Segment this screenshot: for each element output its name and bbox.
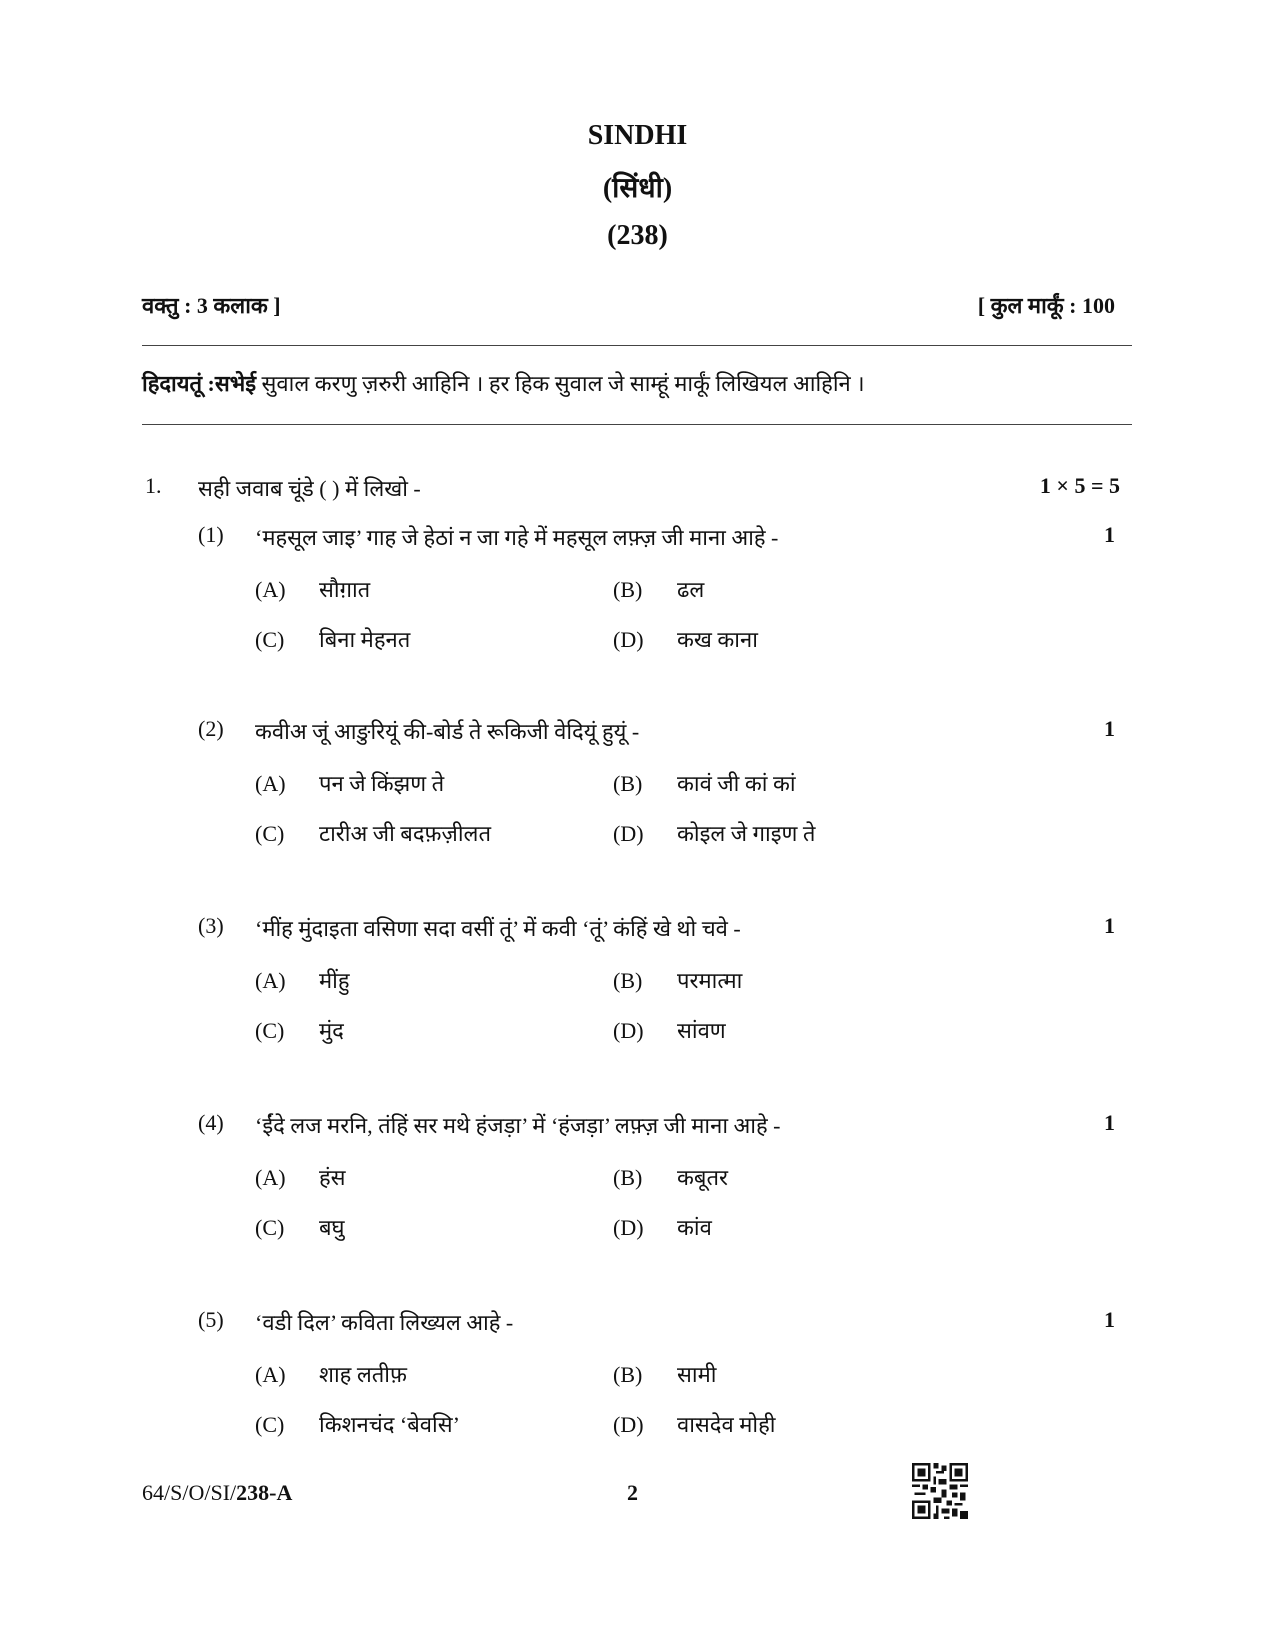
footer-code-suffix: 238-A xyxy=(236,1480,293,1505)
subquestion-text: ‘वडी दिल’ कविता लिख्यल आहे - xyxy=(255,1310,514,1335)
option-label: (D) xyxy=(613,1215,644,1240)
option-b xyxy=(613,1162,728,1192)
subquestion-number: (5) xyxy=(198,1307,224,1332)
option-label: (D) xyxy=(613,1018,644,1043)
subquestion-text: ‘महसूल जाइ’ गाह जे हेठां न जा गहे में महसूल लफ़्ज़ जी माना आहे - xyxy=(255,525,779,550)
option-text: ढल xyxy=(677,577,705,602)
option-c xyxy=(255,1409,460,1439)
option-text: पन जे किंझण ते xyxy=(319,771,445,796)
option-b xyxy=(613,1359,716,1389)
option-text: हंस xyxy=(319,1165,346,1190)
option-a xyxy=(255,965,350,995)
option-b xyxy=(613,574,704,604)
total-marks: [ कुल मार्कूं : 100 xyxy=(977,293,1115,318)
instructions-label: हिदायतूं : xyxy=(142,371,215,396)
option-b xyxy=(613,768,796,798)
paper-title: SINDHI xyxy=(587,120,688,151)
subquestion-marks: 1 xyxy=(1104,1307,1115,1332)
option-label: (C) xyxy=(255,1412,285,1437)
subquestion-2 xyxy=(0,716,1275,916)
option-label: (A) xyxy=(255,968,286,993)
option-label: (C) xyxy=(255,627,285,652)
option-text: परमात्मा xyxy=(677,968,743,993)
option-label: (C) xyxy=(255,821,285,846)
option-text: कांव xyxy=(677,1215,712,1240)
subquestion-number: (2) xyxy=(198,716,224,741)
option-c xyxy=(255,624,410,654)
subquestion-text: ‘ईंदे लज मरनि, तंहिं सर मथे हंजड़ा’ में ‘हंजड़ा’ लफ़्ज़ जी माना आहे - xyxy=(255,1113,781,1138)
option-label: (A) xyxy=(255,771,286,796)
question-marks: 1 × 5 = 5 xyxy=(1039,473,1120,498)
paper-subtitle: (सिंधी) xyxy=(602,173,673,204)
option-text: टारीअ जी बदफ़ज़ीलत xyxy=(319,821,491,846)
option-c xyxy=(255,1212,345,1242)
option-text: शाह लतीफ़ xyxy=(319,1362,407,1387)
option-text: वासदेव मोही xyxy=(677,1412,776,1437)
subquestion-text: कवीअ जूं आङुरियूं की-बोर्ड ते रूकिजी वेदियूं हुयूं - xyxy=(255,719,640,744)
question-text: सही जवाब चूंडे ( ) में लिखो - xyxy=(198,476,421,501)
option-d xyxy=(613,1409,775,1439)
subquestion-number: (3) xyxy=(198,913,224,938)
option-text: सामी xyxy=(677,1362,717,1387)
option-text: बिना मेहनत xyxy=(319,627,411,652)
option-text: मुंद xyxy=(319,1018,344,1043)
option-b xyxy=(613,965,742,995)
option-c xyxy=(255,1015,344,1045)
option-text: मींहु xyxy=(319,968,350,993)
subquestion-number: (4) xyxy=(198,1110,224,1135)
option-d xyxy=(613,1015,726,1045)
option-a xyxy=(255,1359,407,1389)
option-text: कबूतर xyxy=(677,1165,728,1190)
subquestion-text: ‘मींह मुंदाइता वसिणा सदा वसीं तूं’ में कवी ‘तूं’ कंहिं खे थो चवे - xyxy=(255,916,741,941)
page-number: 2 xyxy=(627,1480,638,1505)
option-label: (D) xyxy=(613,627,644,652)
option-label: (A) xyxy=(255,1362,286,1387)
option-c xyxy=(255,818,491,848)
subquestion-5 xyxy=(0,1307,1275,1507)
question-number: 1. xyxy=(145,473,162,498)
footer-code-prefix: 64/S/O/SI/ xyxy=(142,1480,237,1505)
option-text: कख काना xyxy=(677,627,758,652)
option-label: (A) xyxy=(255,577,286,602)
option-text: किशनचंद ‘बेवसि’ xyxy=(319,1412,460,1437)
option-label: (B) xyxy=(613,968,643,993)
option-label: (B) xyxy=(613,771,643,796)
option-text: सांवण xyxy=(677,1018,726,1043)
instructions xyxy=(142,368,865,398)
option-text: बघु xyxy=(319,1215,345,1240)
subquestion-marks: 1 xyxy=(1104,1110,1115,1135)
instructions-label-emphasis: सभेई xyxy=(214,371,257,396)
option-a xyxy=(255,574,370,604)
option-label: (C) xyxy=(255,1018,285,1043)
option-d xyxy=(613,1212,712,1242)
option-label: (B) xyxy=(613,1165,643,1190)
subquestion-marks: 1 xyxy=(1104,522,1115,547)
option-d xyxy=(613,624,758,654)
option-label: (D) xyxy=(613,1412,644,1437)
divider-top xyxy=(142,345,1132,346)
subquestion-marks: 1 xyxy=(1104,716,1115,741)
divider-bottom xyxy=(142,424,1132,425)
instructions-text: सुवाल करणु ज़रुरी आहिनि । हर हिक सुवाल जे साम्हूं मार्कूं लिखियल आहिनि । xyxy=(256,371,865,396)
option-label: (B) xyxy=(613,577,643,602)
time-allowed: वक्तु : 3 कलाक ] xyxy=(142,293,281,318)
qr-code-icon xyxy=(912,1463,968,1519)
option-a xyxy=(255,768,444,798)
subquestion-3 xyxy=(0,913,1275,1113)
option-text: कोइल जे गाइण ते xyxy=(677,821,816,846)
subquestion-1 xyxy=(0,522,1275,722)
option-label: (C) xyxy=(255,1215,285,1240)
option-label: (B) xyxy=(613,1362,643,1387)
subquestion-marks: 1 xyxy=(1104,913,1115,938)
option-d xyxy=(613,818,815,848)
option-text: कावं जी कां कां xyxy=(677,771,796,796)
subquestion-4 xyxy=(0,1110,1275,1310)
option-a xyxy=(255,1162,346,1192)
option-text: सौग़ात xyxy=(319,577,371,602)
subquestion-number: (1) xyxy=(198,522,224,547)
option-label: (A) xyxy=(255,1165,286,1190)
option-label: (D) xyxy=(613,821,644,846)
paper-code: (238) xyxy=(607,220,668,251)
